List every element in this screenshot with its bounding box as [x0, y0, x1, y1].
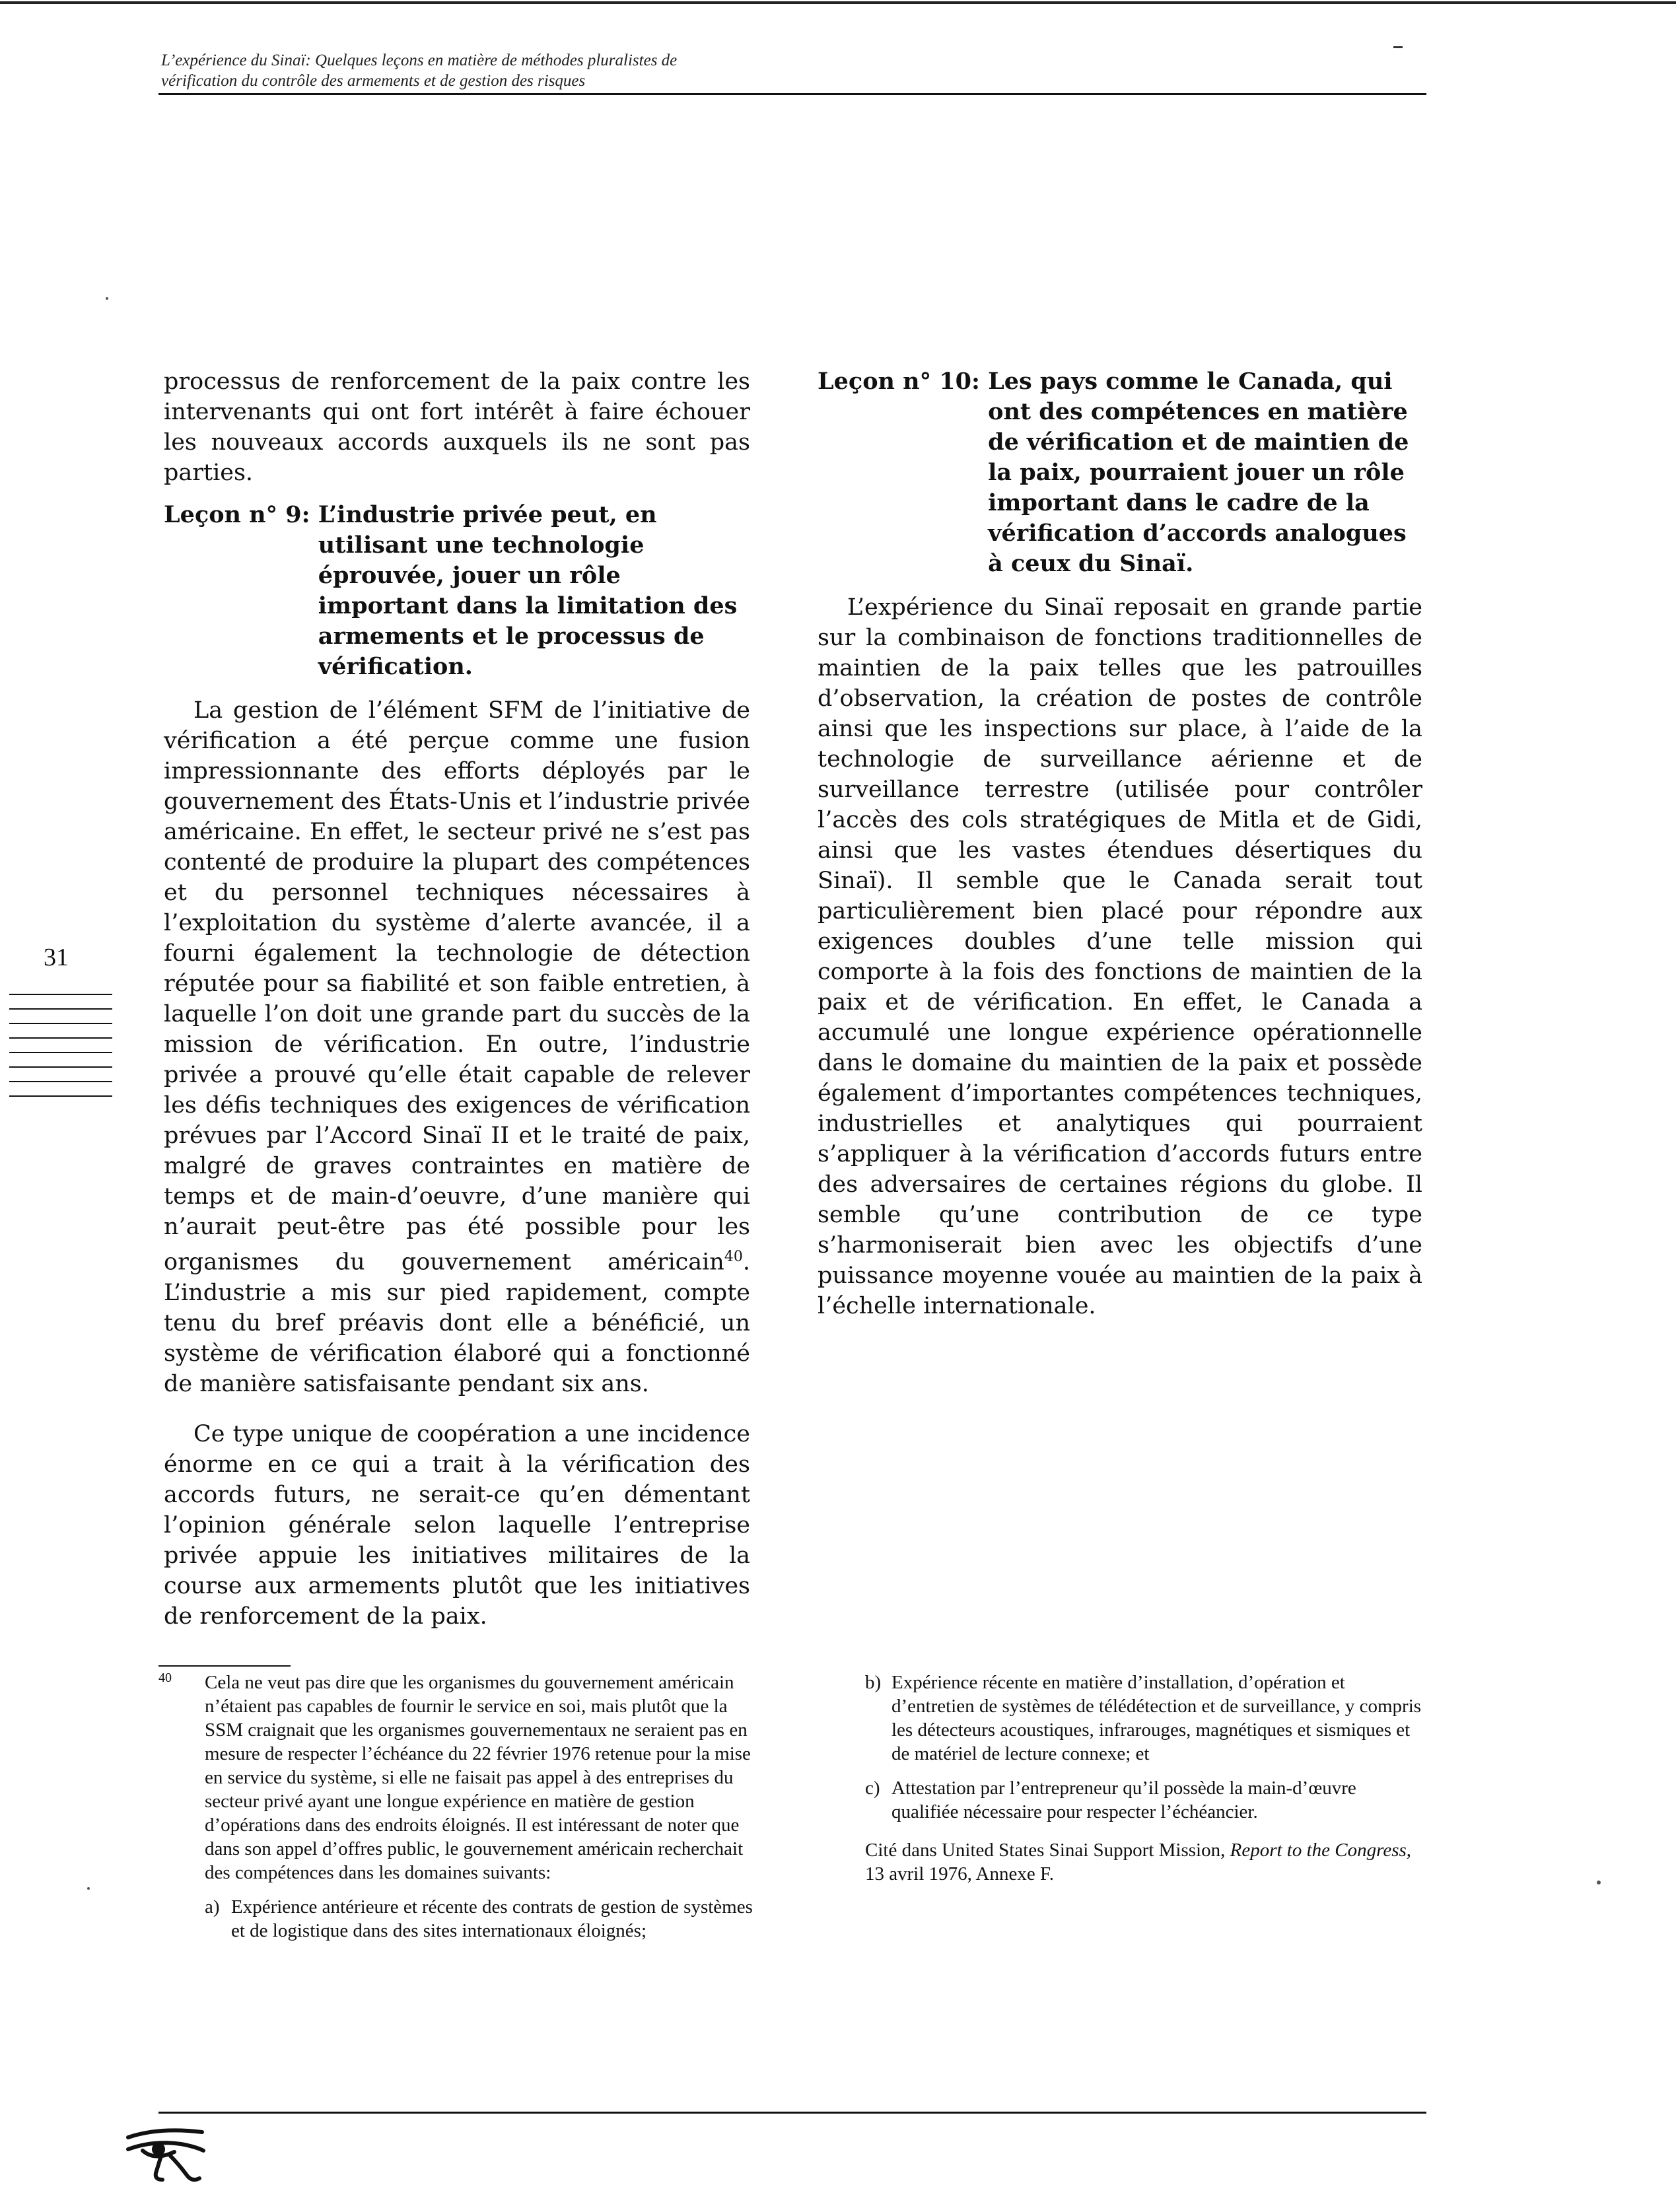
lesson-10-text: Les pays comme le Canada, qui ont des compétences en matière de vérification et de maintien de la paix, pourraient jouer un rôle important dans le cadre de la vérification d’accords analogues à ceux du Sinaï.: [988, 368, 1409, 577]
footnote-rule: [158, 1665, 291, 1667]
body-paragraph-right: L’expérience du Sinaï reposait en grande partie sur la combinaison de fonctions traditionnelles de maintien de la paix telles que les patrouilles d’observation, la création de postes de contrôle ainsi que les inspections sur place, à l’aide de la technologie de surveillance aérienne et de surveillance terrestre (utilisée pour contrôler l’accès des cols stratégiques de Mitla et de Gidi, ainsi que les vastes étendues désertiques du Sinaï). Il semble que le Canada serait tout particulièrement bien placé pour répondre aux exigences doubles d’une telle mission qui comporte à la fois des fonctions de maintien de la paix et de vérification. En effet, le Canada a accumulé une longue expérience opérationnelle dans le domaine du maintien de la paix et possède également d’importantes compétences techniques, industrielles et analytiques qui pourraient s’appliquer à la vérification d’accords futurs entre des adversaires de certaines régions du globe. Il semble qu’une contribution de ce type s’harmoniserait bien avec les objectifs d’une puissance moyenne vouée au maintien de la paix à l’échelle internationale.: [818, 594, 1422, 1319]
running-header-line-2: vérification du contrôle des armements et de gestion des risques: [161, 72, 586, 90]
footnote-left-column: [158, 1671, 753, 1943]
footnote-item-c-label: c): [865, 1778, 880, 1799]
body-paragraph-1-text: La gestion de l’élément SFM de l’initiative de vérification a été perçue comme une fusion impressionnante des efforts déployés par le gouvernement des États-Unis et l’industrie privée américaine. En effet, le secteur privé ne s’est pas contenté de produire la plupart des compétences et du personnel techniques nécessaires à l’exploitation du système d’alerte avancée, il a fourni également la technologie de détection réputée pour sa fiabilité et son faible entretien, à laquelle l’on doit une grande part du succès de la mission de vérification. En outre, l’industrie privée a prouvé qu’elle était capable de relever les défis techniques des exigences de vérification prévues par l’Accord Sinaï II et le traité de paix, malgré de graves contraintes en matière de temps et de main-d’oeuvre, d’une manière qui n’aurait peut-être pas été possible pour les organismes du gouvernement américain: [164, 697, 750, 1276]
footnote-item-c-text: Attestation par l’entrepreneur qu’il possède la main-d’œuvre qualifiée nécessaire pour respecter l’échéancier.: [891, 1778, 1356, 1822]
lesson-9-label: Leçon n° 9:: [164, 501, 318, 528]
left-column: [164, 366, 750, 1632]
body-paragraph-2: Ce type unique de coopération a une incidence énorme en ce qui a trait à la vérification des accords futurs, ne serait-ce qu’en démentant l’opinion générale selon laquelle l’entreprise privée appuie les initiatives militaires de la course aux armements plutôt que les initiatives de renforcement de la paix.: [164, 1420, 750, 1630]
page-number: 31: [44, 944, 69, 971]
footnote-text: Cela ne veut pas dire que les organismes du gouvernement américain n’étaient pas capables de fournir le service en soi, mais plutôt que la SSM craignait que les organismes gouvernementaux ne seraient pas en mesure de respecter l’échéance du 22 février 1976 retenue pour la mise en service du système, si elle ne faisait pas appel à des entreprises du secteur privé ayant une longue expérience en matière de gestion d’opérations dans des endroits éloignés. Il est intéressant de noter que dans son appel d’offres public, le gouvernement américain recherchait des compétences dans les domaines suivants:: [205, 1672, 751, 1883]
footnote-citation: [865, 1838, 1426, 1886]
citation-prefix: Cité dans United States Sinai Support Mission,: [865, 1840, 1230, 1861]
right-column: [818, 366, 1422, 1321]
margin-dash: [1393, 46, 1403, 48]
running-header: [161, 50, 1429, 91]
citation-suffix: , 13 avril 1976, Annexe F.: [865, 1840, 1412, 1884]
eye-of-horus-icon: [123, 2123, 209, 2186]
lesson-9-text: L’industrie privée peut, en utilisant une technologie éprouvée, jouer un rôle important dans la limitation des armements et le processus de vérification.: [318, 501, 738, 680]
footnote-item-c: [865, 1776, 1426, 1824]
body-paragraph-1: [164, 695, 750, 1399]
lesson-10-label: Leçon n° 10:: [818, 368, 989, 395]
footnote-item-a: [205, 1895, 753, 1943]
footnote-right-column: [865, 1671, 1426, 1886]
top-border-rule: [0, 0, 1676, 7]
lesson-9-heading: [164, 500, 750, 682]
header-rule: [158, 93, 1426, 95]
footnote-item-b-text: Expérience récente en matière d’installation, d’opération et d’entretien de systèmes de télédétection et de surveillance, y compris les détecteurs acoustiques, infrarouges, magnétiques et sismiques et de matériel de lecture connexe; et: [891, 1672, 1422, 1764]
scan-speck: [1597, 1881, 1601, 1884]
lesson-10-heading: [818, 366, 1422, 579]
footnote-40: [158, 1671, 753, 1884]
footnote-item-b: [865, 1671, 1426, 1766]
scan-speck: [106, 297, 108, 300]
citation-title: Report to the Congress: [1230, 1840, 1407, 1861]
bottom-rule: [158, 2112, 1426, 2114]
body-paragraph-1-continuation: . L’industrie a mis sur pied rapidement, compte tenu du bref préavis dont elle a bénéficié, un système de vérification élaboré qui a fonctionné de manière satisfaisante pendant six ans.: [164, 1249, 750, 1397]
footnote-item-a-label: a): [205, 1896, 220, 1918]
running-header-line-1: L’expérience du Sinaï: Quelques leçons en matière de méthodes pluralistes de: [161, 52, 678, 69]
margin-ornament-lines: [9, 994, 112, 1110]
scan-speck: [87, 1887, 90, 1890]
footnote-number: 40: [158, 1671, 172, 1685]
continued-paragraph: processus de renforcement de la paix contre les intervenants qui ont fort intérêt à faire échouer les nouveaux accords auxquels ils ne sont pas parties.: [164, 368, 750, 486]
footnote-item-b-label: b): [865, 1672, 882, 1693]
footnote-reference[interactable]: 40: [724, 1249, 743, 1265]
footnote-item-a-text: Expérience antérieure et récente des contrats de gestion de systèmes et de logistique dans des sites internationaux éloignés;: [231, 1896, 753, 1941]
